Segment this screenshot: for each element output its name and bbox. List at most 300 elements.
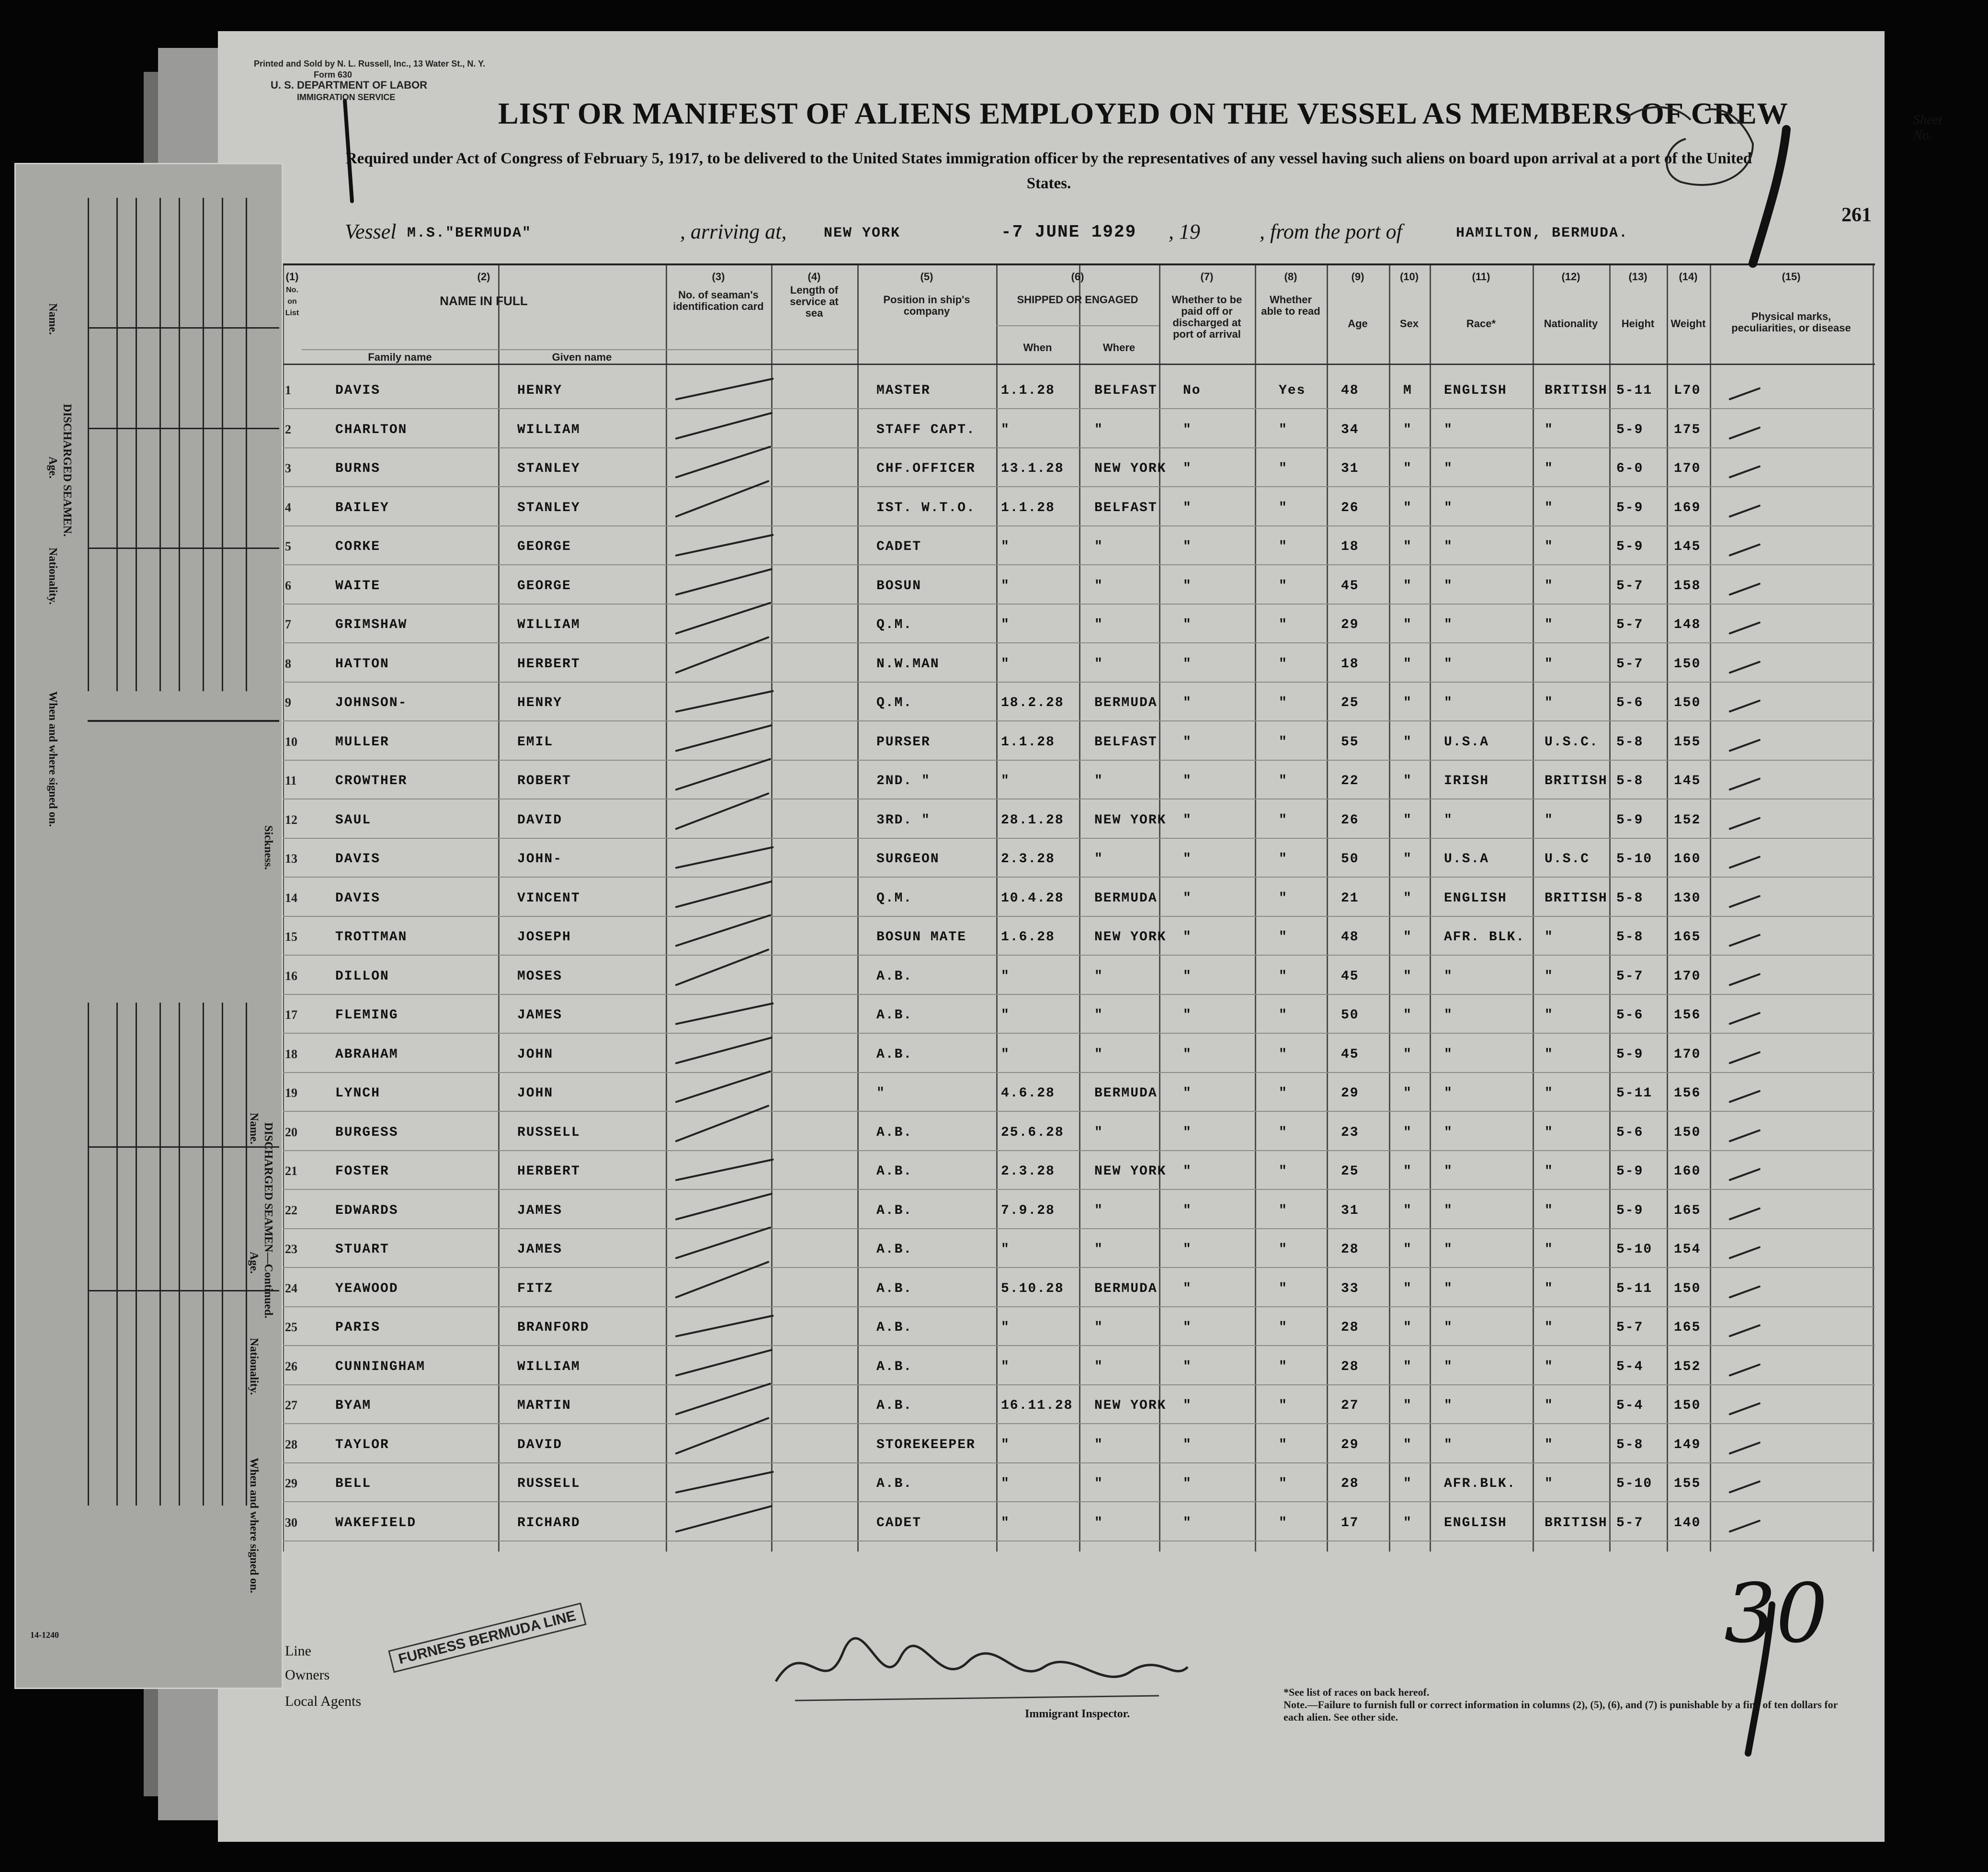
cell-given: RICHARD	[517, 1515, 580, 1530]
cell-nat: "	[1545, 578, 1554, 594]
cell-n: 10	[285, 734, 297, 749]
cell-given: HERBERT	[517, 656, 580, 672]
cell-paid: "	[1183, 1437, 1192, 1452]
col1-num: (1)	[285, 271, 299, 283]
cell-n: 24	[285, 1281, 297, 1295]
row-rule	[283, 838, 1875, 839]
cell-weight: 150	[1674, 696, 1701, 710]
cell-read: "	[1279, 890, 1288, 906]
cell-height: 5-9	[1616, 812, 1644, 828]
printer-line: Printed and Sold by N. L. Russell, Inc., 13 Water St., N. Y.	[254, 59, 486, 68]
cell-given: JAMES	[517, 1242, 563, 1257]
col3-label: No. of seaman's identification card	[673, 289, 764, 312]
col7-num: (7)	[1200, 271, 1214, 283]
cell-paid: "	[1183, 774, 1192, 788]
cell-weight: 170	[1674, 1047, 1701, 1062]
cell-family: BYAM	[335, 1398, 372, 1413]
identification-check-mark	[675, 1002, 774, 1025]
cell-sex: "	[1403, 890, 1412, 906]
cell-nat: "	[1545, 812, 1554, 828]
cell-position: A.B.	[876, 1242, 913, 1257]
cell-age: 18	[1341, 656, 1359, 672]
row-rule	[283, 877, 1875, 878]
cell-when: 1.1.28	[1001, 383, 1055, 398]
cell-weight: 150	[1674, 1281, 1701, 1296]
cell-where: BELFAST	[1094, 734, 1158, 750]
physical-marks-check	[1728, 1051, 1761, 1064]
cell-read: "	[1279, 1086, 1288, 1101]
arriving-port: NEW YORK	[824, 225, 901, 241]
from-label: , from the port of	[1260, 220, 1402, 243]
cell-given: EMIL	[517, 734, 554, 750]
cell-paid: "	[1183, 1086, 1192, 1101]
cell-nat: "	[1545, 1203, 1554, 1218]
cell-age: 25	[1341, 696, 1359, 710]
cell-sex: "	[1403, 1047, 1412, 1062]
cell-age: 26	[1341, 500, 1359, 515]
cell-position: A.B.	[876, 1203, 913, 1218]
cell-where: "	[1094, 1125, 1103, 1140]
cell-read: "	[1279, 1359, 1288, 1374]
line-label: Line	[285, 1643, 311, 1659]
cell-where: BERMUDA	[1094, 1086, 1158, 1101]
physical-marks-check	[1728, 817, 1761, 830]
cell-race: "	[1444, 696, 1453, 710]
agents-label: Local Agents	[285, 1693, 362, 1709]
cell-read: "	[1279, 500, 1288, 515]
cell-when: "	[1001, 1359, 1010, 1374]
cell-age: 27	[1341, 1398, 1359, 1413]
cell-read: Yes	[1279, 383, 1306, 398]
cell-when: 2.3.28	[1001, 852, 1055, 867]
cell-race: ENGLISH	[1444, 890, 1507, 906]
identification-check-mark	[675, 846, 774, 869]
col10-label: Sex	[1399, 318, 1419, 330]
cell-n: 28	[285, 1437, 297, 1451]
physical-marks-check	[1728, 582, 1761, 596]
cell-weight: 155	[1674, 734, 1701, 750]
cell-sex: "	[1403, 812, 1412, 828]
cell-height: 5-7	[1616, 656, 1644, 672]
cell-position: CADET	[876, 539, 922, 554]
cell-height: 5-10	[1616, 1242, 1653, 1257]
cell-nat: "	[1545, 539, 1554, 554]
cell-when: 7.9.28	[1001, 1203, 1055, 1218]
cell-family: FLEMING	[335, 1008, 398, 1023]
cell-n: 4	[285, 500, 291, 514]
cell-sex: "	[1403, 1203, 1412, 1218]
cell-paid: "	[1183, 1203, 1192, 1218]
cell-where: NEW YORK	[1094, 461, 1167, 476]
vessel-line	[345, 219, 1887, 248]
cell-read: "	[1279, 1515, 1288, 1530]
physical-marks-check	[1728, 1012, 1761, 1025]
cell-position: A.B.	[876, 1008, 913, 1023]
physical-marks-check	[1728, 1480, 1761, 1494]
cell-n: 21	[285, 1164, 297, 1178]
cell-family: YEAWOOD	[335, 1281, 398, 1296]
col13-label: Height	[1621, 318, 1655, 330]
cell-n: 12	[285, 812, 297, 827]
cell-race: "	[1444, 1320, 1453, 1335]
row-rule	[283, 1072, 1875, 1073]
cell-paid: "	[1183, 1515, 1192, 1530]
identification-check-mark	[675, 1226, 771, 1259]
cell-sex: "	[1403, 1359, 1412, 1374]
cell-when: 13.1.28	[1001, 461, 1064, 476]
cell-family: TAYLOR	[335, 1437, 389, 1452]
cell-given: WILLIAM	[517, 422, 580, 437]
cell-sex: M	[1403, 383, 1412, 398]
cell-sex: "	[1403, 1437, 1412, 1452]
col14-num: (14)	[1679, 271, 1698, 283]
note-penalty: Note.—Failure to furnish full or correct information in columns (2), (5), (6), and (7) is punishable by a fine of ten dollars for each alien. See other side.	[1284, 1699, 1838, 1723]
cell-nat: "	[1545, 1476, 1554, 1491]
cell-given: HENRY	[517, 383, 563, 398]
cell-when: 2.3.28	[1001, 1164, 1055, 1179]
cell-family: ABRAHAM	[335, 1047, 398, 1062]
cell-paid: "	[1183, 422, 1192, 437]
cell-where: "	[1094, 656, 1103, 672]
cell-given: DAVID	[517, 812, 563, 828]
cell-read: "	[1279, 1164, 1288, 1179]
col15-num: (15)	[1782, 271, 1801, 283]
arriving-label: , arriving at,	[680, 220, 787, 243]
cell-nat: "	[1545, 1281, 1554, 1296]
cell-family: BURGESS	[335, 1125, 398, 1140]
inspector-signature	[766, 1624, 1197, 1715]
cell-when: "	[1001, 1008, 1010, 1023]
col14-label: Weight	[1670, 318, 1706, 330]
cell-given: BRANFORD	[517, 1320, 590, 1335]
page-number: 261	[1841, 204, 1872, 226]
row-rule	[283, 1423, 1875, 1424]
physical-marks-check	[1728, 1246, 1761, 1259]
cell-given: STANLEY	[517, 461, 580, 476]
vessel-name: M.S."BERMUDA"	[407, 225, 532, 241]
cell-paid: "	[1183, 1359, 1192, 1374]
flap-label-nationality: Nationality.	[46, 548, 59, 605]
cell-given: STANLEY	[517, 500, 580, 515]
cell-read: "	[1279, 1125, 1288, 1140]
cell-where: "	[1094, 617, 1103, 632]
cell-where: "	[1094, 852, 1103, 867]
cell-given: JOHN-	[517, 852, 563, 867]
cell-weight: 158	[1674, 578, 1701, 594]
cell-family: DILLON	[335, 969, 389, 984]
physical-marks-check	[1728, 621, 1761, 635]
cell-paid: "	[1183, 1398, 1192, 1413]
physical-marks-check	[1728, 426, 1761, 440]
cell-age: 45	[1341, 578, 1359, 594]
physical-marks-check	[1728, 895, 1761, 908]
cell-nat: "	[1545, 1320, 1554, 1335]
cell-nat: "	[1545, 461, 1554, 476]
physical-marks-check	[1728, 934, 1761, 947]
cell-race: "	[1444, 617, 1453, 632]
cell-nat: "	[1545, 422, 1554, 437]
row-rule	[283, 447, 1875, 448]
cell-age: 29	[1341, 617, 1359, 632]
cell-race: "	[1444, 1203, 1453, 1218]
cell-nat: BRITISH	[1545, 774, 1608, 788]
cell-height: 6-0	[1616, 461, 1644, 476]
cell-race: AFR.BLK.	[1444, 1476, 1516, 1491]
cell-height: 5-6	[1616, 1008, 1644, 1023]
cell-weight: 145	[1674, 539, 1701, 554]
cell-nat: "	[1545, 1398, 1554, 1413]
cell-sex: "	[1403, 774, 1412, 788]
cell-read: "	[1279, 852, 1288, 867]
row-rule	[283, 994, 1875, 995]
cell-race: "	[1444, 1086, 1453, 1101]
cell-race: "	[1444, 1242, 1453, 1257]
cell-paid: "	[1183, 1008, 1192, 1023]
cell-when: "	[1001, 1476, 1010, 1491]
cell-sex: "	[1403, 656, 1412, 672]
cell-nat: "	[1545, 930, 1554, 945]
cell-n: 26	[285, 1359, 297, 1373]
cell-paid: "	[1183, 617, 1192, 632]
cell-nat: U.S.C.	[1545, 734, 1599, 750]
cell-sex: "	[1403, 1125, 1412, 1140]
cell-weight: 150	[1674, 1398, 1701, 1413]
cell-paid: "	[1183, 539, 1192, 554]
cell-given: VINCENT	[517, 890, 580, 906]
row-rule	[283, 1267, 1875, 1268]
cell-weight: 160	[1674, 852, 1701, 867]
cell-height: 5-11	[1616, 1086, 1653, 1101]
identification-check-mark	[675, 1104, 769, 1142]
cell-where: "	[1094, 1320, 1103, 1335]
cell-read: "	[1279, 1047, 1288, 1062]
cell-age: 23	[1341, 1125, 1359, 1140]
cell-where: "	[1094, 1437, 1103, 1452]
col6-when: When	[1023, 342, 1052, 354]
physical-marks-check	[1728, 973, 1761, 986]
cell-nat: "	[1545, 1008, 1554, 1023]
cell-position: A.B.	[876, 1281, 913, 1296]
cell-n: 13	[285, 852, 297, 866]
from-port: HAMILTON, BERMUDA.	[1456, 225, 1629, 241]
col12-label: Nationality	[1544, 318, 1598, 330]
physical-marks-check	[1728, 1519, 1761, 1533]
cell-n: 17	[285, 1008, 297, 1022]
cell-when: 25.6.28	[1001, 1125, 1064, 1140]
cell-height: 5-10	[1616, 852, 1653, 867]
row-rule	[283, 486, 1875, 487]
col11-label: Race*	[1466, 318, 1496, 330]
service: IMMIGRATION SERVICE	[297, 92, 396, 102]
cell-height: 5-7	[1616, 578, 1644, 594]
cell-when: "	[1001, 1515, 1010, 1530]
row-rule	[283, 1111, 1875, 1112]
cell-where: BERMUDA	[1094, 696, 1158, 710]
cell-read: "	[1279, 656, 1288, 672]
cell-weight: 149	[1674, 1437, 1701, 1452]
cell-given: WILLIAM	[517, 617, 580, 632]
identification-check-mark	[675, 948, 769, 986]
col7-label: Whether to be paid off or discharged at port of arrival	[1171, 294, 1242, 340]
cell-n: 15	[285, 930, 297, 944]
cell-nat: BRITISH	[1545, 383, 1608, 398]
cell-position: A.B.	[876, 1359, 913, 1374]
cell-where: "	[1094, 1047, 1103, 1062]
cell-height: 5-9	[1616, 422, 1644, 437]
cell-n: 1	[285, 383, 291, 397]
cell-family: STUART	[335, 1242, 389, 1257]
cell-nat: "	[1545, 696, 1554, 710]
handwritten-stroke-left	[335, 96, 364, 206]
cell-height: 5-11	[1616, 1281, 1653, 1296]
identification-check-mark	[675, 1471, 774, 1494]
crew-total: 30	[1724, 1566, 1828, 1661]
cell-position: CHF.OFFICER	[876, 461, 976, 476]
col9-label: Age	[1348, 318, 1368, 330]
cell-when: 1.1.28	[1001, 500, 1055, 515]
cell-sex: "	[1403, 1320, 1412, 1335]
col3-num: (3)	[712, 271, 725, 283]
cell-family: BELL	[335, 1476, 372, 1491]
cell-race: "	[1444, 1398, 1453, 1413]
cell-read: "	[1279, 734, 1288, 750]
cell-read: "	[1279, 1242, 1288, 1257]
cell-family: CORKE	[335, 539, 381, 554]
row-rule	[283, 1033, 1875, 1034]
cell-given: JAMES	[517, 1203, 563, 1218]
cell-when: "	[1001, 422, 1010, 437]
cell-position: BOSUN MATE	[876, 930, 967, 945]
cell-position: STOREKEEPER	[876, 1437, 976, 1452]
col2-label: NAME IN FULL	[440, 294, 528, 308]
cell-given: JAMES	[517, 1008, 563, 1023]
cell-sex: "	[1403, 930, 1412, 945]
identification-check-mark	[675, 1382, 771, 1415]
cell-paid: "	[1183, 1047, 1192, 1062]
row-rule	[283, 525, 1875, 526]
cell-where: NEW YORK	[1094, 930, 1167, 945]
cell-age: 48	[1341, 383, 1359, 398]
cell-age: 55	[1341, 734, 1359, 750]
cell-paid: "	[1183, 500, 1192, 515]
col4-label: Length of service at sea	[790, 284, 839, 319]
vessel-label: Vessel	[345, 220, 397, 243]
identification-check-mark	[675, 1036, 772, 1064]
cell-read: "	[1279, 1437, 1288, 1452]
cell-paid: "	[1183, 578, 1192, 594]
flap-label-sickness: Sickness.	[262, 825, 274, 870]
cell-family: DAVIS	[335, 852, 381, 867]
cell-weight: 140	[1674, 1515, 1701, 1530]
physical-marks-check	[1728, 1207, 1761, 1221]
col10-num: (10)	[1399, 271, 1419, 283]
physical-marks-check	[1728, 1090, 1761, 1103]
cell-where: "	[1094, 539, 1103, 554]
cell-where: "	[1094, 422, 1103, 437]
cell-when: "	[1001, 656, 1010, 672]
col8-num: (8)	[1284, 271, 1297, 283]
cell-n: 16	[285, 969, 297, 983]
col2-given: Given name	[552, 351, 612, 363]
cell-weight: 152	[1674, 812, 1701, 828]
cell-weight: 145	[1674, 774, 1701, 788]
cell-where: "	[1094, 1008, 1103, 1023]
row-rule	[283, 604, 1875, 605]
cell-paid: "	[1183, 930, 1192, 945]
cell-paid: "	[1183, 1320, 1192, 1335]
cell-sex: "	[1403, 734, 1412, 750]
physical-marks-check	[1728, 1441, 1761, 1455]
cell-n: 6	[285, 578, 291, 593]
cell-age: 29	[1341, 1437, 1359, 1452]
row-rule	[283, 1501, 1875, 1502]
physical-marks-check	[1728, 1402, 1761, 1415]
cell-position: IST. W.T.O.	[876, 500, 976, 515]
cell-position: A.B.	[876, 969, 913, 984]
cell-position: BOSUN	[876, 578, 922, 594]
sheet-no-label: Sheet No.	[1913, 113, 1943, 143]
cell-sex: "	[1403, 696, 1412, 710]
form-number: Form 630	[314, 70, 352, 80]
cell-position: 3RD. "	[876, 812, 931, 828]
cell-where: "	[1094, 774, 1103, 788]
cell-where: "	[1094, 1203, 1103, 1218]
cell-read: "	[1279, 1008, 1288, 1023]
cell-family: SAUL	[335, 812, 372, 828]
cell-family: CHARLTON	[335, 422, 408, 437]
cell-given: JOHN	[517, 1047, 554, 1062]
cell-weight: 148	[1674, 617, 1701, 632]
cell-family: FOSTER	[335, 1164, 389, 1179]
cell-race: ENGLISH	[1444, 1515, 1507, 1530]
col13-num: (13)	[1628, 271, 1647, 283]
cell-position: A.B.	[876, 1164, 913, 1179]
cell-height: 5-10	[1616, 1476, 1653, 1491]
cell-race: IRISH	[1444, 774, 1489, 788]
cell-given: MARTIN	[517, 1398, 571, 1413]
cell-n: 20	[285, 1125, 297, 1139]
cell-paid: "	[1183, 812, 1192, 828]
arrival-date: -7 JUNE 1929	[1001, 222, 1137, 242]
cell-when: "	[1001, 1047, 1010, 1062]
cell-age: 28	[1341, 1242, 1359, 1257]
physical-marks-check	[1728, 777, 1761, 791]
cell-weight: 170	[1674, 461, 1701, 476]
cell-n: 22	[285, 1203, 297, 1217]
cell-when: 10.4.28	[1001, 890, 1064, 906]
row-rule	[283, 720, 1875, 721]
cell-sex: "	[1403, 1476, 1412, 1491]
identification-check-mark	[675, 1505, 772, 1532]
cell-race: U.S.A	[1444, 852, 1489, 867]
cell-n: 19	[285, 1086, 297, 1100]
cell-read: "	[1279, 422, 1288, 437]
cell-age: 25	[1341, 1164, 1359, 1179]
cell-height: 5-6	[1616, 1125, 1644, 1140]
cell-race: ENGLISH	[1444, 383, 1507, 398]
cell-sex: "	[1403, 461, 1412, 476]
cell-position: SURGEON	[876, 852, 940, 867]
cell-age: 28	[1341, 1359, 1359, 1374]
cell-age: 26	[1341, 812, 1359, 828]
cell-weight: 156	[1674, 1086, 1701, 1101]
cell-nat: "	[1545, 1242, 1554, 1257]
cell-position: A.B.	[876, 1125, 913, 1140]
cell-when: "	[1001, 774, 1010, 788]
cell-sex: "	[1403, 422, 1412, 437]
cell-height: 5-9	[1616, 1203, 1644, 1218]
cell-weight: L70	[1674, 383, 1701, 398]
